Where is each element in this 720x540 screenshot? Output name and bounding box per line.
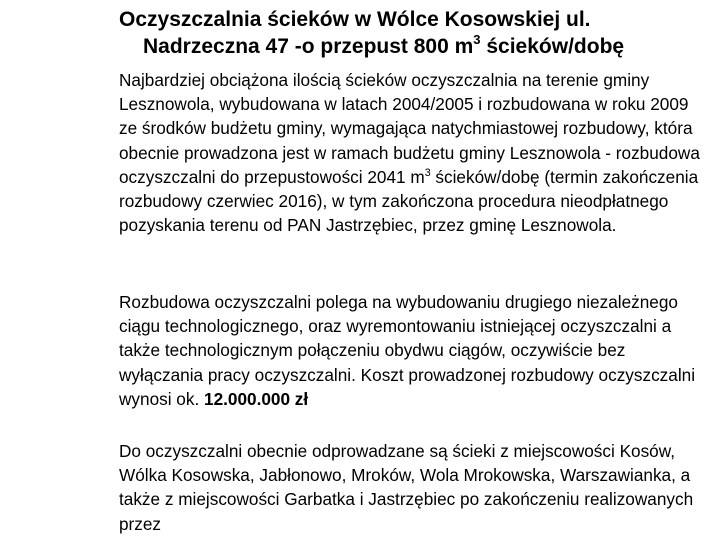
title-line-1: Oczyszczalnia ścieków w Wólce Kosowskiej ul. xyxy=(119,8,591,31)
title-superscript: 3 xyxy=(473,32,481,48)
paragraph-expansion xyxy=(119,290,709,411)
slide-title xyxy=(119,6,709,60)
paragraph-1-superscript: 3 xyxy=(424,166,431,179)
paragraph-served-localities xyxy=(119,439,709,536)
paragraph-1-text-a: Najbardziej obciążona ilością ścieków oczyszczalnia na terenie gminy Lesznowola, wybudowana w latach 2004/2005 i rozbudowana w roku 2009 ze środków budżetu gminy, wymagająca natychmiastowej rozbudowy, która obecnie prowadzona jest w ramach budżetu gminy Lesznowola - rozbudowa oczyszczalni do przepustowości 2041 m xyxy=(119,70,700,187)
title-line-2-suffix: ścieków/dobę xyxy=(480,35,625,58)
paragraph-2-text: Rozbudowa oczyszczalni polega na wybudowaniu drugiego niezależnego ciągu technologicznego, oraz wyremontowaniu istniejącej oczyszczalni a także technologicznym połączeniu obydwu ciągów, oczywiście bez wyłączania pracy oczyszczalni. Koszt prowadzonej rozbudowy oczyszczalni wynosi ok. xyxy=(119,292,696,409)
paragraph-3-text: Do oczyszczalni obecnie odprowadzane są ścieki z miejscowości Kosów, Wólka Kosowska, Jabłonowo, Mroków, Wola Mrokowska, Warszawianka, a także z miejscowości Garbatka i Jastrzębiec po zakończeniu realizowanych przez xyxy=(119,441,694,534)
title-line-2-text: Nadrzeczna 47 -o przepust 800 m xyxy=(143,35,474,58)
expansion-cost: 12.000.000 zł xyxy=(204,388,309,409)
title-line-2 xyxy=(119,33,709,60)
paragraph-1-text-b: ścieków/dobę (termin zakończenia rozbudowy czerwiec 2016), w tym zakończona procedura nieodpłatnego pozyskania terenu od PAN Jastrzębiec, przez gminę Lesznowola. xyxy=(119,166,699,236)
paragraph-plant-description xyxy=(119,68,709,237)
